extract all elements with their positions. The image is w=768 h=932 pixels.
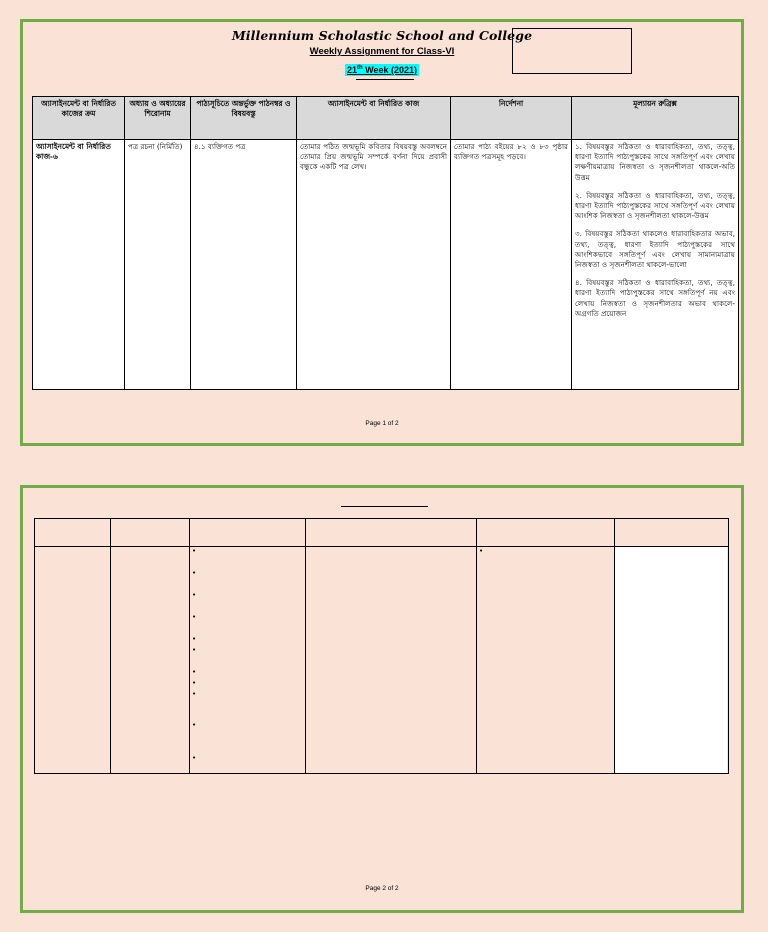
table-header-row: [33, 97, 739, 140]
stamp-box: [512, 28, 632, 74]
table2-header-cell: [477, 519, 615, 547]
table2-cell: [306, 547, 477, 774]
table2-header-row: [35, 519, 729, 547]
col-header-task: অ্যাসাইনমেন্ট বা নির্ধারিত কাজ: [297, 97, 451, 140]
assignment-subtitle: Weekly Assignment for Class-VI: [309, 46, 455, 57]
col-header-lesson: পাঠ্যসূচিতে অন্তর্ভুক্ত পাঠনম্বর ও বিষয়বস্তু: [191, 97, 297, 140]
rubric-item-2: ২. বিষয়বস্তুর সঠিকতা ও ধারাবাহিকতা, তথ্য, তত্ত্ব, ধারণা ইত্যাদি পাঠ্যপুস্তকের সাথে সঙ্গতিপূর্ণ এবং লেখায় আংশিক নিজস্বতা ও সৃজনশীলতা থাকলে-উত্তম: [575, 190, 735, 221]
assignment-table: [32, 96, 739, 390]
week-label: [345, 64, 419, 76]
rubric-item-3: ৩. বিষয়বস্তুর সঠিকতা থাকলেও ধারাবাহিকতার অভাব, তথ্য, তত্ত্ব, ধারণা ইত্যাদি পাঠ্যপুস্তকের সাথে আংশিকভাবে সঙ্গতিপূর্ণ এবং লেখায় সামান্যমাত্রায় নিজস্বতা ও সৃজনশীলতা থাকলে-ভালো: [575, 229, 735, 270]
week-number: 21: [346, 65, 357, 75]
bullet: •: [192, 668, 197, 676]
table-row: [33, 140, 739, 390]
rubric-item-1: ১. বিষয়বস্তুর সঠিকতা ও ধারাবাহিকতা, তথ্য, তত্ত্ব, ধারণা ইত্যাদি পাঠ্যপুস্তকের সাথে সঙ্গতিপূর্ণ এবং লেখায় লক্ষণীয়মাত্রায় নিজস্বতা ও সৃজনশীলতা থাকলে-অতি উত্তম: [575, 142, 735, 182]
bullet: •: [479, 547, 484, 555]
cell-instruction: তোমার পাঠ্য বইয়ের ৮২ ও ৮৩ পৃষ্ঠার ব্যক্তিগত পত্রসমূহ পড়বে।: [451, 140, 572, 390]
title-underline: [356, 79, 414, 80]
cell-chapter: পত্র রচনা (নির্মিতি): [125, 140, 191, 390]
table2-body-row: [35, 547, 729, 774]
week-suffix: th: [356, 65, 363, 71]
bullet: •: [192, 754, 197, 762]
table2-header-cell: [190, 519, 306, 547]
table2-header-cell: [615, 519, 729, 547]
blank-area: [615, 547, 727, 773]
cell-task: তোমার পঠিত জন্মভূমি কবিতার বিষয়বস্তু অবলম্বনে তোমার প্রিয় জন্মভূমি সম্পর্কে বর্ণনা দিয়ে প্রবাসী বন্ধুকে একটি পত্র লেখ।: [297, 140, 451, 390]
cell-lesson: ৪.১ ব্যক্তিগত পত্র: [191, 140, 297, 390]
col-header-chapter: অধ্যায় ও অধ্যায়ের শিরোনাম: [125, 97, 191, 140]
week-rest: Week (2021): [362, 65, 418, 75]
bullet: •: [192, 646, 197, 654]
page2-title-underline: [341, 506, 428, 507]
table2-cell-rubrics: [615, 547, 729, 774]
table2-cell-lesson: [190, 547, 306, 774]
table2-header-cell: [111, 519, 190, 547]
bullet: •: [192, 721, 197, 729]
cell-sequence: অ্যাসাইনমেন্ট বা নির্ধারিত কাজ-৬: [33, 140, 125, 390]
bullet: •: [192, 635, 197, 643]
table2-cell-instruction: [477, 547, 615, 774]
instruction-bullet-list: [477, 547, 614, 773]
page-number-2: Page 2 of 2: [365, 885, 399, 892]
bullet: •: [192, 613, 197, 621]
page-2: [20, 485, 744, 913]
rubric-item-4: ৪. বিষয়বস্তুর সঠিকতা ও ধারাবাহিকতা, তথ্য, তত্ত্ব, ধারণা ইত্যাদি পাঠ্যপুস্তকের সাথে সঙ্গতিপূর্ণ নয় এবং লেখায় নিজস্বতা ও সৃজনশীলতার অভাব থাকলে- অগ্রগতি প্রয়োজন: [575, 278, 735, 318]
cell-rubrics: [572, 140, 739, 390]
page-number-1: Page 1 of 2: [365, 420, 399, 427]
bullet: •: [192, 690, 197, 698]
table2-header-cell: [306, 519, 477, 547]
col-header-rubrics: মূল্যায়ন রুব্রিক্স: [572, 97, 739, 140]
table2-header-cell: [35, 519, 111, 547]
page-1: [20, 19, 744, 446]
col-header-instruction: নির্দেশনা: [451, 97, 572, 140]
table2-cell: [111, 547, 190, 774]
bullet: •: [192, 591, 197, 599]
week-label-wrap: [23, 58, 741, 77]
lesson-bullet-list: [190, 547, 305, 773]
bullet: •: [192, 569, 197, 577]
continuation-table: [34, 518, 729, 774]
bullet: •: [192, 547, 197, 555]
table2-cell: [35, 547, 111, 774]
bullet: •: [192, 679, 197, 687]
col-header-sequence: অ্যাসাইনমেন্ট বা নির্ধারিত কাজের ক্রম: [33, 97, 125, 140]
school-name: Millennium Scholastic School and College: [231, 28, 533, 43]
